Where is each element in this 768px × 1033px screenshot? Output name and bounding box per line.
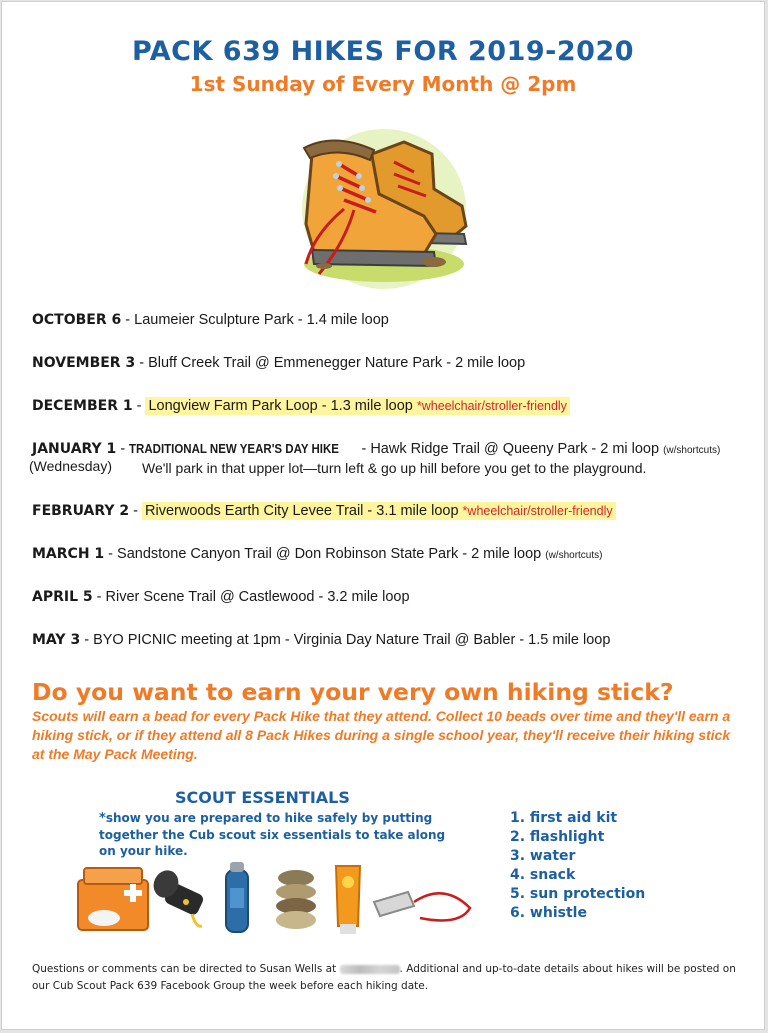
essential-item: 4. snack (510, 867, 576, 883)
hike-date: JANUARY 1 (32, 441, 117, 457)
shortcut-note: (w/shortcuts) (545, 550, 603, 561)
trail-mix-icon (276, 870, 316, 929)
hike-highlight (142, 502, 616, 520)
hike-details: - BYO PICNIC meeting at 1pm - Virginia Day Nature Trail @ Babler - 1.5 mile loop (80, 632, 611, 648)
hike-row-january (32, 441, 720, 457)
sunscreen-icon (336, 866, 360, 934)
hike-row-march (32, 546, 602, 562)
asterisk: * (99, 811, 106, 826)
footer-text-start: Questions or comments can be directed to Susan Wells at (32, 963, 340, 975)
hike-separator: - (116, 441, 130, 457)
essentials-illustrations (74, 858, 474, 938)
hike-details: - Sandstone Canyon Trail @ Don Robinson State Park - 2 mile loop (104, 546, 546, 562)
essentials-note-text: show you are prepared to hike safely by putting together the Cub scout six essentials to take along on your hike. (99, 811, 446, 858)
essential-item: 2. flashlight (510, 829, 605, 845)
flyer-page (1, 1, 765, 1030)
hiking-stick-heading: Do you want to earn your very own hiking stick? (32, 678, 674, 706)
hiking-stick-description: Scouts will earn a bead for every Pack Hike that they attend. Collect 10 beads over time and they'll earn a hiking stick, or if they attend all 8 Pack Hikes during a single school year, they'll receive their hiking stick at the May Pack Meeting. (32, 708, 731, 762)
footer-text-end: . Additional and up-to-date details about hikes will be posted on our Cub Scout Pack 639 Facebook Group the week before each hiking date. (32, 963, 736, 992)
hike-details: Longview Farm Park Loop - 1.3 mile loop (148, 398, 417, 414)
accessibility-note: *wheelchair/stroller-friendly (416, 399, 567, 413)
hike-row-october (32, 312, 389, 328)
hike-row-april (32, 589, 410, 605)
hike-details: - Hawk Ridge Trail @ Queeny Park - 2 mi loop (357, 441, 664, 457)
accessibility-note: *wheelchair/stroller-friendly (462, 504, 613, 518)
essentials-list (510, 810, 645, 924)
hike-weekday: (Wednesday) (29, 458, 113, 474)
hike-separator: - (132, 398, 146, 414)
first-aid-kit-icon (78, 868, 148, 930)
hike-date: MARCH 1 (32, 546, 105, 562)
essentials-note (99, 810, 459, 859)
shortcut-note: (w/shortcuts) (663, 445, 721, 456)
page-subtitle: 1st Sunday of Every Month @ 2pm (189, 72, 577, 96)
footer-contact (32, 961, 742, 995)
hiking-boots-icon (284, 114, 484, 294)
hike-separator: - (129, 503, 143, 519)
hike-row-may (32, 632, 610, 648)
essentials-heading: SCOUT ESSENTIALS (175, 788, 350, 807)
hike-date: FEBRUARY 2 (32, 503, 130, 519)
page-title: PACK 639 HIKES FOR 2019-2020 (131, 36, 635, 67)
hike-date: OCTOBER 6 (32, 312, 122, 328)
hike-date: APRIL 5 (32, 589, 93, 605)
hike-date: NOVEMBER 3 (32, 355, 136, 371)
hike-row-february (32, 503, 616, 519)
hike-row-december (32, 398, 570, 414)
hike-details: - River Scene Trail @ Castlewood - 3.2 mile loop (92, 589, 410, 605)
redacted-phone-number (340, 965, 400, 974)
essential-item: 6. whistle (510, 905, 587, 921)
hike-date: DECEMBER 1 (32, 398, 133, 414)
hike-highlight (145, 397, 569, 415)
hike-details: Riverwoods Earth City Levee Trail - 3.1 mile loop (145, 503, 463, 519)
essential-item: 1. first aid kit (510, 810, 618, 826)
hike-details: - Laumeier Sculpture Park - 1.4 mile loop (121, 312, 389, 328)
water-bottle-icon (226, 862, 248, 932)
essential-item: 3. water (510, 848, 576, 864)
essential-item: 5. sun protection (510, 886, 646, 902)
hike-parking-note: We'll park in that upper lot—turn left & go up hill before you get to the playground. (142, 460, 647, 476)
hike-details: - Bluff Creek Trail @ Emmenegger Nature Park - 2 mile loop (135, 355, 526, 371)
special-hike-label: TRADITIONAL NEW YEAR'S DAY HIKE (129, 442, 340, 456)
hike-date: MAY 3 (32, 632, 81, 648)
hike-row-november (32, 355, 525, 371)
whistle-icon (374, 892, 470, 920)
flashlight-icon (149, 866, 205, 926)
